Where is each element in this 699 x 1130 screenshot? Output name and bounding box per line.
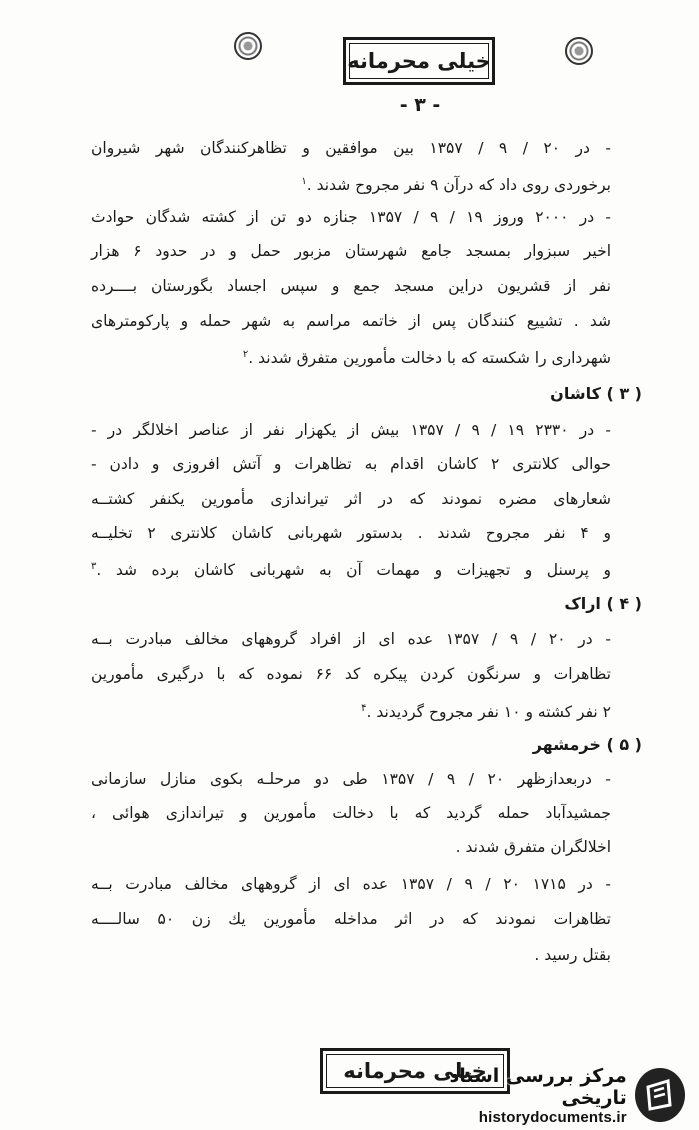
paragraph-line: - در ۲۰۰۰ وروز ۱۹ / ۹ / ۱۳۵۷ جنازه دو تن از کشته شدگان حوادث <box>91 208 612 226</box>
paragraph-line: شهرداری را شکسته که با دخالت مأمورین متفرق شدند .$^۲$ <box>242 349 611 368</box>
paragraph-line: - در ۱۷۱۵ ۲۰ / ۹ / ۱۳۵۷ عده ای از گروههای مخالف مبادرت بــه <box>91 875 612 893</box>
punch-hole-icon <box>234 32 262 60</box>
classification-text: خیلی محرمانه <box>343 1059 487 1083</box>
page-number: - ۳ - <box>399 94 441 116</box>
paragraph-line: - در ۲۳۳۰ ۱۹ / ۹ / ۱۳۵۷ بیش از یکهزار نفر از عناصر اخلالگر در - <box>91 421 611 439</box>
section-heading-kashan: ( ۳ ) کاشان <box>550 384 642 403</box>
punch-hole-icon <box>565 37 593 65</box>
paragraph-line: برخوردی روی داد که درآن ۹ نفر مجروح شدند .$^۱$ <box>301 176 611 195</box>
paragraph-line: تظاهرات و سرنگون کردن پیکره کد ۶۶ نموده که با درگیری مأمورین <box>91 665 611 683</box>
paragraph-line: اخیر سبزوار بمسجد جامع شهرستان مزبور حمل و در حدود ۶ هزار <box>91 242 612 260</box>
paragraph-line: - دربعدازظهر ۲۰ / ۹ / ۱۳۵۷ طی دو مرحلـه بکوی منازل سازمانی <box>91 770 611 788</box>
watermark-url: historydocuments.ir <box>478 1108 627 1126</box>
paragraph-line: شد . تشییع کنندگان پس از خاتمه مراسم به شهر حمله و پارکومترهای <box>91 312 611 330</box>
footnote-marker: ۱ <box>301 176 307 187</box>
section-heading-khorramshahr: ( ۵ ) خرمشهر <box>532 735 642 754</box>
footnote-marker: ۴ <box>361 703 367 714</box>
footnote-marker: ۲ <box>242 349 249 360</box>
archive-logo-icon <box>635 1068 685 1122</box>
paragraph-line: حوالی کلانتری ۲ کاشان اقدام به تظاهرات و آتش افروزی و دادن - <box>91 455 611 473</box>
paragraph-line: - در ۲۰ / ۹ / ۱۳۵۷ بین موافقین و تظاهرکنندگان شهر شیروان <box>91 139 612 157</box>
paragraph-line: ۲ نفر کشته و ۱۰ نفر مجروح گردیدند .$^۴$ <box>361 703 611 722</box>
watermark-title: مرکز بررسی اسناد تاریخی <box>449 1064 627 1109</box>
paragraph-line: و پرسنل و تجهیزات و مهمات آن به شهربانی کاشان برده شد .$^۳$ <box>91 561 611 580</box>
paragraph-line: و ۴ نفر مجروح شدند . بدستور شهربانی کاشان کلانتری ۲ تخلیــه <box>91 524 611 542</box>
section-heading-arak: ( ۴ ) اراک <box>564 594 642 613</box>
classification-text: خیلی محرمانه <box>347 49 491 73</box>
classification-stamp-top <box>343 37 495 85</box>
paragraph-line: اخلالگران متفرق شدند . <box>455 838 611 856</box>
paragraph-line: نفر از قشریون دراین مسجد جمع و سپس اجساد بگورستان بــــرده <box>91 277 611 295</box>
paragraph-line: جمشیدآباد حمله گردید که با دخالت مأمورین و تیراندازی هوائی ، <box>91 804 611 822</box>
paragraph-line: شعارهای مضره نمودند که در اثر تیراندازی مأمورین یکنفر کشتــه <box>91 490 611 508</box>
paragraph-line: تظاهرات نمودند که در اثر مداخله مأمورین یك زن ۵۰ سالــــه <box>91 910 611 928</box>
footnote-marker: ۳ <box>91 561 97 572</box>
paragraph-line: - در ۲۰ / ۹ / ۱۳۵۷ عده ای از افراد گروههای مخالف مبادرت بــه <box>91 630 612 648</box>
paragraph-line: بقتل رسید . <box>534 946 611 964</box>
